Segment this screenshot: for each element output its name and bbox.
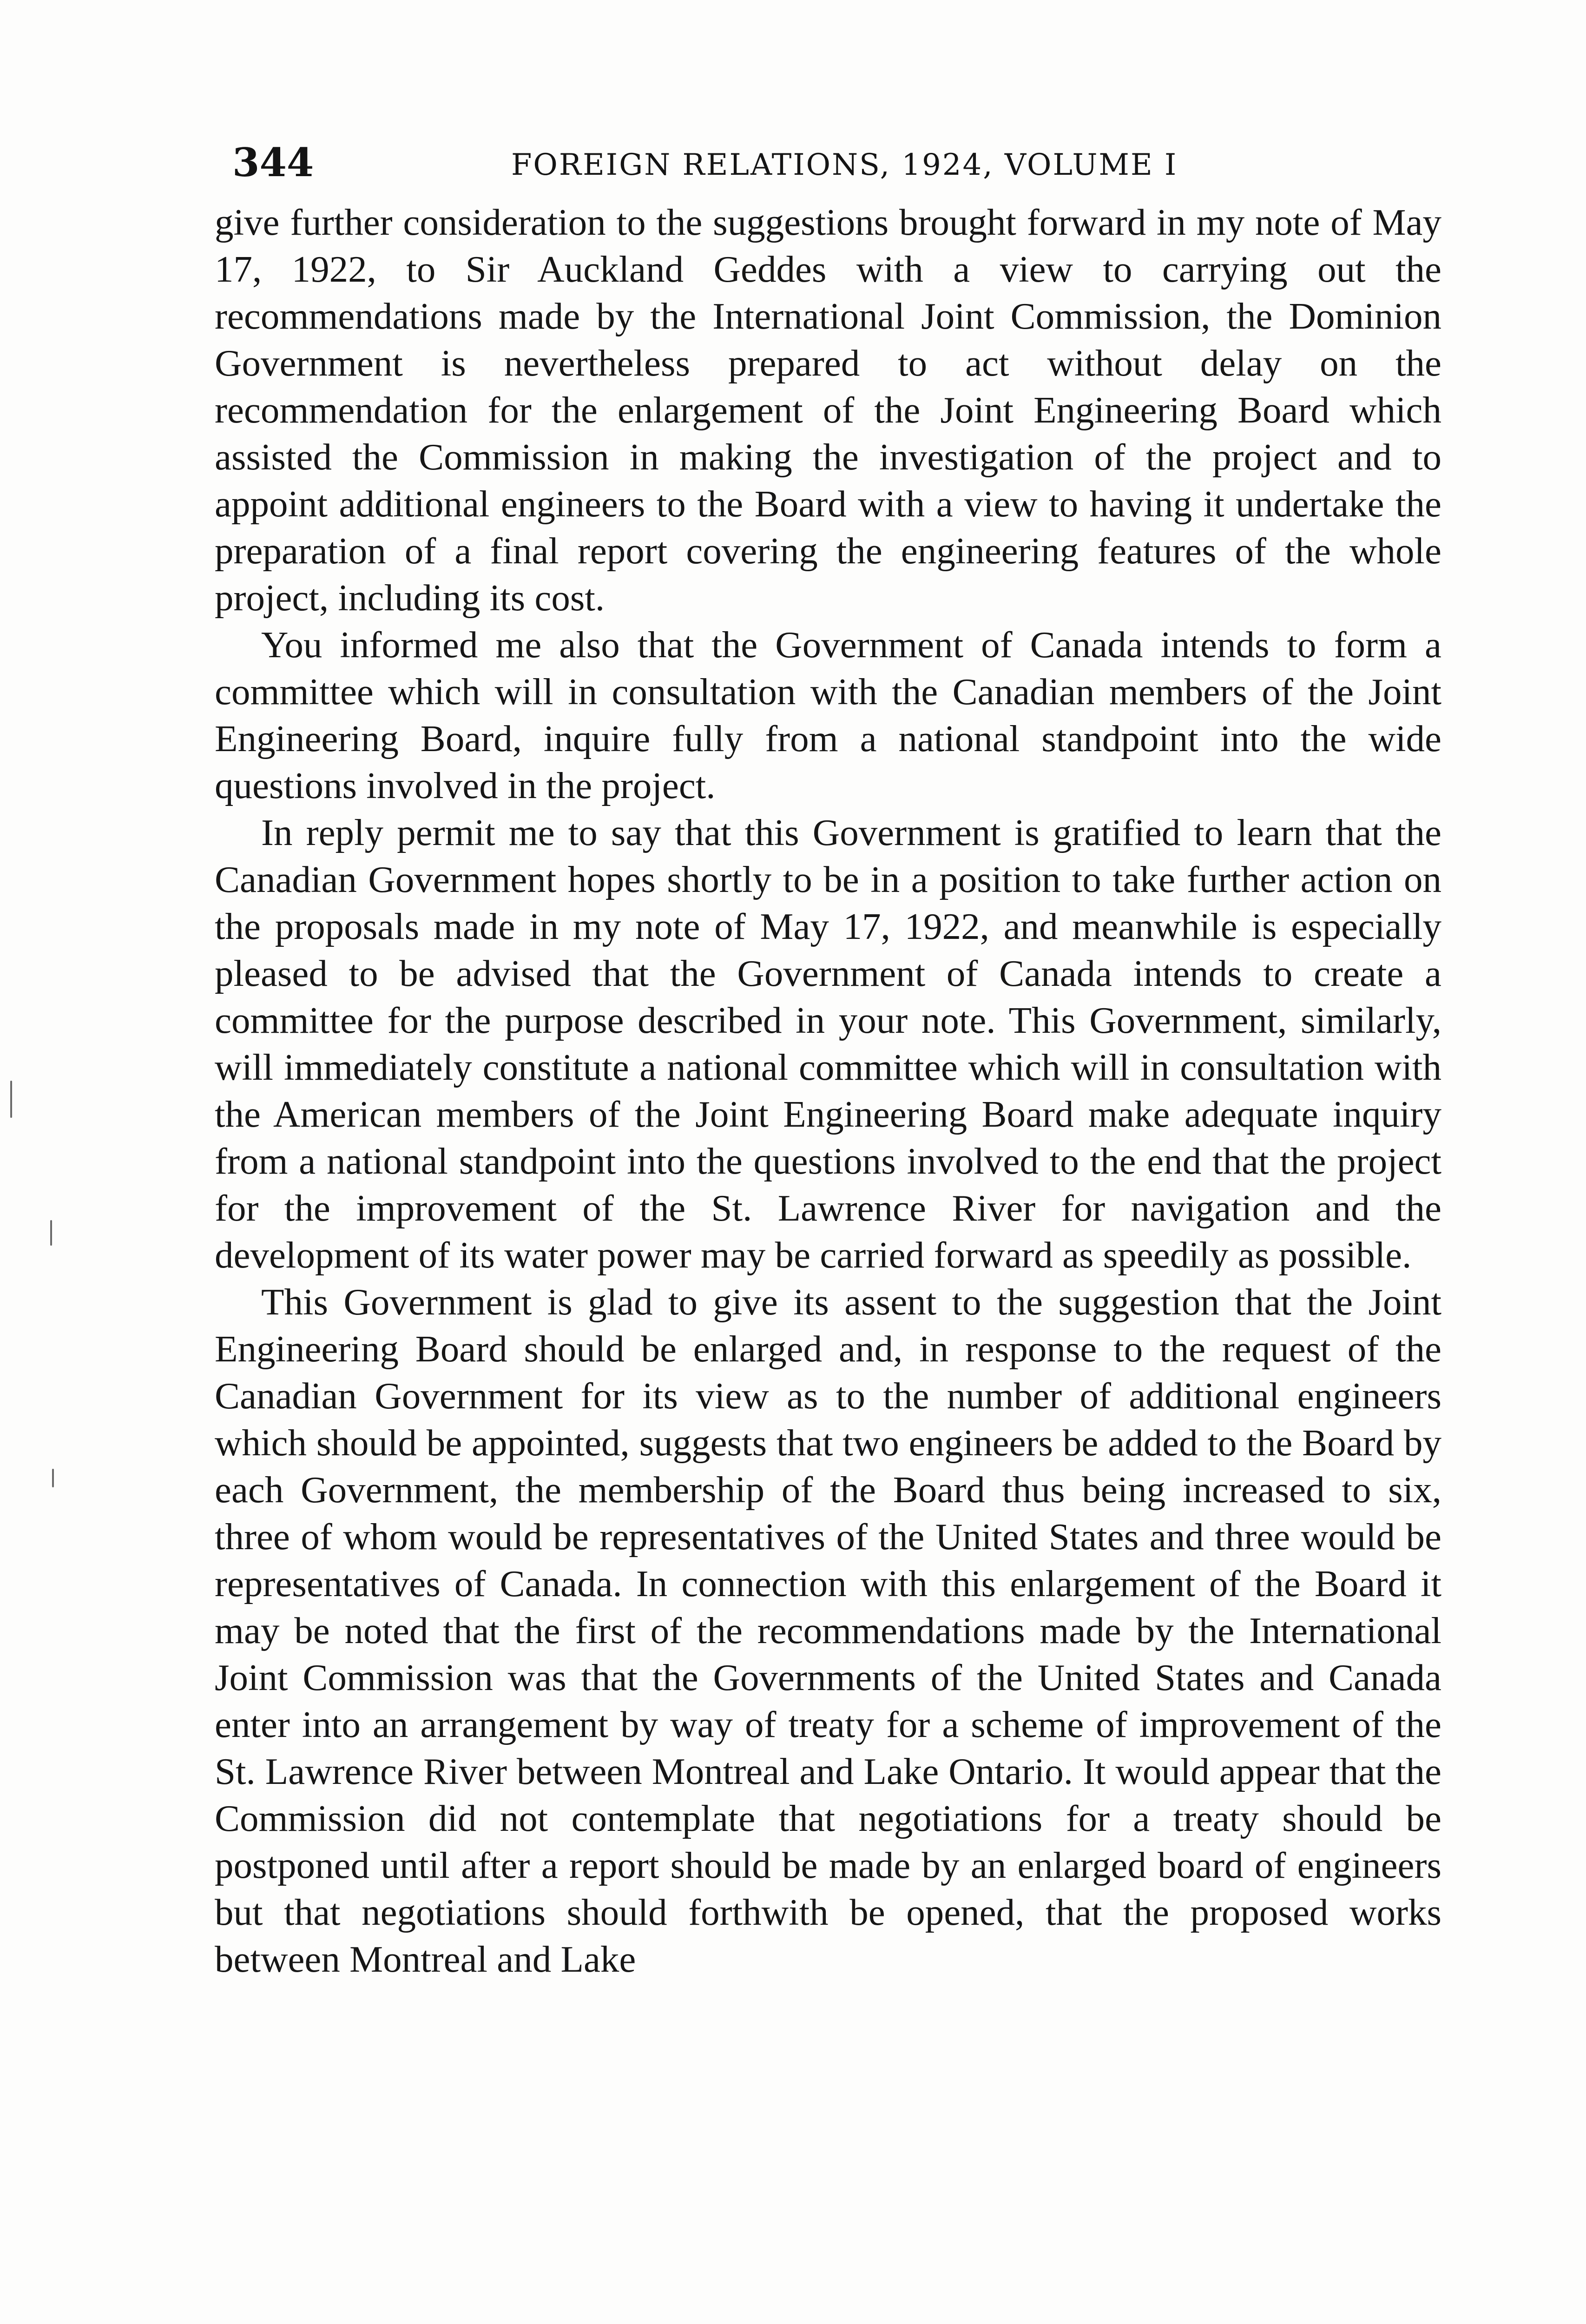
margin-mark: [10, 1081, 12, 1118]
paragraph-canada-committee: You informed me also that the Government of Canada intends to form a committee which will in consultation with the Canadian members of the Joint Engineering Board, inquire fully from a national standpoint into the wide questions involved in the project.: [215, 624, 1441, 806]
running-title: FOREIGN RELATIONS, 1924, VOLUME I: [511, 148, 1178, 182]
page-number: 344: [232, 139, 314, 185]
margin-mark: [50, 1220, 52, 1246]
paragraph-continued: give further consideration to the suggestions brought forward in my note of May 17, 1922, to Sir Auckland Geddes with a view to carrying out the recommendations made by the International Joint Commission, the Dominion Government is nevertheless prepared to act without delay on the recommendation for the enlargement of the Joint Engineering Board which assisted the Commission in making the investigation of the project and to appoint additional engineers to the Board with a view to having it undertake the preparation of a final report covering the engineering features of the whole project, including its cost.: [215, 201, 1441, 619]
paragraph-reply: In reply permit me to say that this Government is gratified to learn that the Canadian Government hopes shortly to be in a position to take further action on the proposals made in my note of May 17, 1922, and meanwhile is especially pleased to be advised that the Government of Canada intends to create a committee for the purpose described in your note. This Government, similarly, will immediately constitute a national committee which will in consultation with the American members of the Joint Engineering Board make adequate inquiry from a national standpoint into the questions involved to the end that the project for the improvement of the St. Lawrence River for navigation and the development of its water power may be carried forward as speedily as possible.: [215, 812, 1441, 1276]
margin-mark: [52, 1469, 54, 1487]
paragraph-board-enlargement: This Government is glad to give its assent to the suggestion that the Joint Engineering Board should be enlarged and, in response to the request of the Canadian Government for its view as to the number of additional engineers which should be appointed, suggests that two engineers be added to the Board by each Government, the membership of the Board thus being increased to six, three of whom would be representatives of the United States and three would be representatives of Canada. In connection with this enlargement of the Board it may be noted that the first of the recommendations made by the International Joint Commission was that the Governments of the United States and Canada enter into an arrangement by way of treaty for a scheme of improvement of the St. Lawrence River between Montreal and Lake Ontario. It would appear that the Commission did not contemplate that negotiations for a treaty should be postponed until after a report should be made by an enlarged board of engineers but that negotiations should forthwith be opened, that the proposed works between Montreal and Lake: [215, 1281, 1441, 1980]
running-header: [232, 137, 1468, 188]
body-text: [215, 199, 1441, 1983]
